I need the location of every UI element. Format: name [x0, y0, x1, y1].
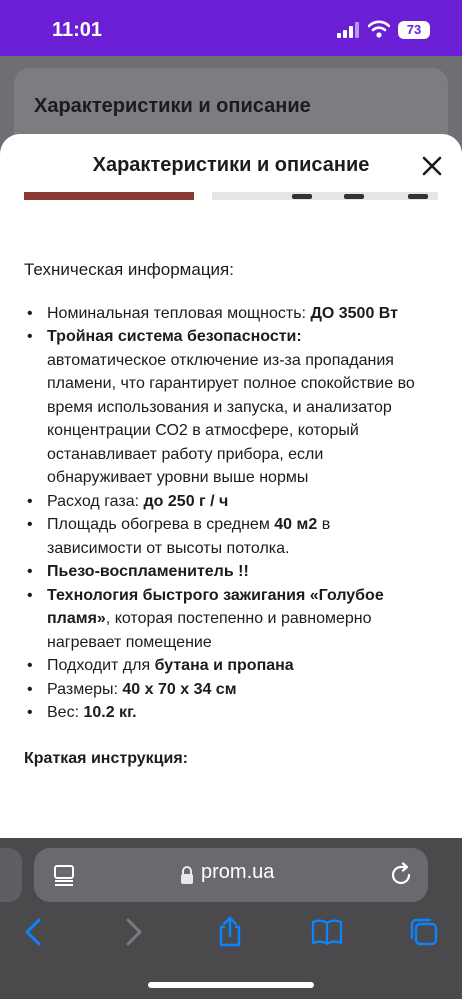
spec-item: [24, 560, 424, 584]
spec-item-bold: 10.2 кг.: [83, 704, 137, 721]
product-image-detail: [408, 194, 428, 199]
spec-item: [24, 490, 424, 514]
bullet: •: [27, 492, 33, 510]
spec-item-bold: бутана и пропана: [154, 657, 294, 674]
spec-item-text: Номинальная тепловая мощность:: [47, 304, 311, 322]
status-bar: [0, 0, 462, 56]
product-image-detail: [344, 194, 364, 199]
spec-item-text: Размеры:: [47, 680, 123, 698]
bullet: •: [27, 328, 33, 345]
spec-list: [24, 302, 424, 725]
product-image-right: [212, 192, 438, 200]
spec-item-bold: 40 м2: [274, 516, 318, 533]
bookmarks-icon[interactable]: [311, 916, 343, 948]
spec-item: [24, 325, 424, 490]
page-menu-icon[interactable]: [52, 863, 76, 887]
back-icon[interactable]: [18, 916, 50, 948]
browser-bottom-bar: [0, 838, 462, 999]
instructions-heading: Краткая инструкция:: [24, 749, 188, 767]
spec-item: [24, 513, 424, 560]
previous-tab-preview[interactable]: [0, 848, 22, 902]
spec-item: [24, 584, 424, 655]
spec-item-text: Подходит для: [47, 657, 155, 674]
spec-item-rest: , которая постепенно и равномерно нагревает помещение: [47, 610, 372, 651]
forward-icon[interactable]: [117, 916, 149, 948]
product-image-left: [24, 192, 194, 200]
product-image-strip[interactable]: [24, 192, 438, 202]
bullet: •: [27, 563, 33, 580]
spec-item-text: Вес:: [47, 704, 84, 721]
spec-item-bold: ДО 3500 Вт: [310, 304, 398, 322]
battery-indicator: 73: [398, 21, 430, 39]
tabs-icon[interactable]: [408, 916, 440, 948]
share-icon[interactable]: [214, 916, 246, 948]
wifi-icon: [368, 20, 390, 38]
description-content: [24, 258, 424, 770]
cellular-signal-icon: [337, 22, 361, 38]
address-bar[interactable]: [34, 848, 428, 902]
spec-item: [24, 701, 424, 725]
spec-item-rest: в зависимости от высоты потолка.: [47, 516, 331, 557]
background-page-title: Характеристики и описание: [34, 95, 311, 117]
bullet: •: [27, 304, 33, 322]
description-sheet: [0, 134, 462, 854]
spec-item: [24, 302, 424, 326]
sheet-title: Характеристики и описание: [92, 154, 370, 176]
spec-item-bold: до 250 г / ч: [143, 492, 229, 510]
bullet: •: [27, 704, 33, 721]
bullet: •: [27, 657, 33, 674]
spec-item-bold: Технология быстрого зажигания «Голубое пламя»: [47, 586, 384, 627]
tech-info-heading: Техническая информация:: [24, 260, 234, 279]
spec-item-bold: Пьезо-воспламенитель !!: [47, 563, 249, 580]
spec-item-bold: 40 х 70 х 34 см: [122, 680, 237, 698]
url-text[interactable]: prom.ua: [201, 861, 275, 883]
spec-item: [24, 654, 424, 678]
reload-icon[interactable]: [388, 862, 414, 888]
spec-item: [24, 678, 424, 702]
bullet: •: [27, 516, 33, 533]
spec-item-text: Площадь обогрева в среднем: [47, 516, 275, 533]
spec-item-rest: автоматическое отключение из-за пропадания пламени, что гарантирует полное спокойствие во время использования и запуска, и анализатор концентрации СО2 в атмосфере, который останавливает работу прибора, если обнаруживает уровни выше нормы: [47, 351, 415, 486]
lock-icon: [180, 865, 194, 885]
close-icon[interactable]: [418, 152, 446, 180]
bullet: •: [27, 680, 33, 698]
spec-item-text: Расход газа:: [47, 492, 144, 510]
product-image-detail: [292, 194, 312, 199]
bullet: •: [27, 586, 33, 604]
home-indicator: [148, 982, 314, 988]
spec-item-bold: Тройная система безопасности:: [47, 328, 302, 345]
status-time: 11:01: [52, 19, 103, 41]
